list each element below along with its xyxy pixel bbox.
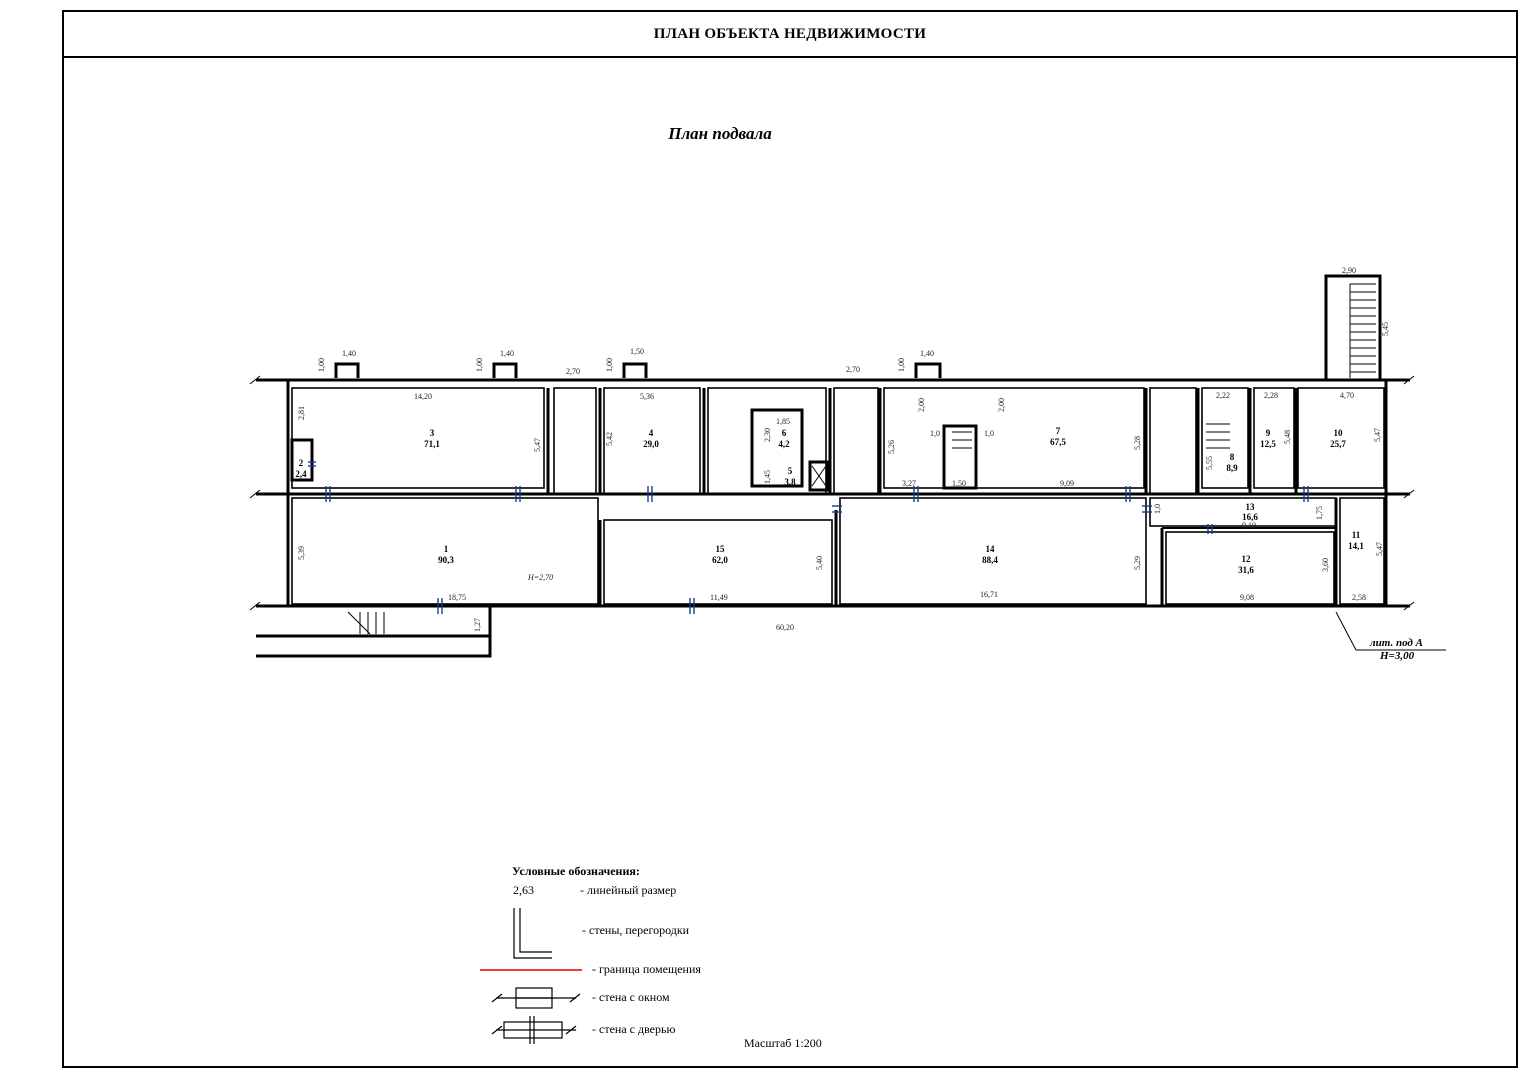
- legend-item-boundary: - граница помещения: [592, 962, 701, 976]
- dimension-label: 2,30: [763, 428, 772, 442]
- dimension-label: 1,00: [475, 358, 484, 372]
- dimension-label: 1,85: [776, 417, 790, 426]
- dimension-label: 2,22: [1216, 391, 1230, 400]
- dimension-label: 11,49: [710, 593, 728, 602]
- page-title: ПЛАН ОБЪЕКТА НЕДВИЖИМОСТИ: [653, 25, 927, 42]
- room-area: 4,2: [778, 439, 790, 449]
- room-area: 71,1: [424, 439, 440, 449]
- dimension-label: 1,75: [1315, 506, 1324, 520]
- legend-item-window-wall: - стена с окном: [592, 990, 670, 1004]
- legend-item-door-wall: - стена с дверью: [592, 1022, 676, 1036]
- dimension-label: 5,48: [1283, 430, 1292, 444]
- dimension-labels: [297, 266, 1390, 632]
- room-label: 13: [1245, 502, 1255, 512]
- dimension-label: 2,28: [1264, 391, 1278, 400]
- dimension-label: 3,27: [902, 479, 916, 488]
- room-label: 9: [1265, 428, 1271, 438]
- room-label: 1: [443, 544, 449, 554]
- dimension-label: 5,47: [533, 438, 542, 452]
- dimension-label: 2,70: [566, 367, 580, 376]
- room-label: 8: [1229, 452, 1235, 462]
- dimension-label: 1,27: [473, 618, 482, 632]
- plan-subtitle: План подвала: [668, 124, 772, 143]
- dimension-label: 5,40: [815, 556, 824, 570]
- room-area: 8,9: [1226, 463, 1238, 473]
- dimension-label: 14,20: [414, 392, 432, 401]
- dimension-label: 1,0: [1153, 504, 1162, 514]
- dimension-label: 1,40: [342, 349, 356, 358]
- dimension-label: 5,26: [887, 440, 896, 454]
- dimension-label: 1,00: [897, 358, 906, 372]
- dimension-label: 1,00: [317, 358, 326, 372]
- scale-label: Масштаб 1:200: [744, 1036, 822, 1050]
- dimension-label: 1,40: [500, 349, 514, 358]
- legend-item-walls: - стены, перегородки: [582, 923, 690, 937]
- dimension-label: 1,50: [630, 347, 644, 356]
- room-area: 31,6: [1238, 565, 1254, 575]
- dimension-label: 60,20: [776, 623, 794, 632]
- dimension-label: 16,71: [980, 590, 998, 599]
- door-wall-symbol: [492, 1016, 576, 1044]
- dimension-label: 5,45: [1381, 322, 1390, 336]
- dimension-label: 1,50: [952, 479, 966, 488]
- dimension-label: 2,00: [997, 398, 1006, 412]
- dimension-label: 9,10: [1242, 521, 1256, 530]
- dimension-label: 2,81: [297, 406, 306, 420]
- room-area: 3,8: [784, 477, 796, 487]
- room-area: 67,5: [1050, 437, 1066, 447]
- room-label: 3: [429, 428, 435, 438]
- dimension-label: 3,60: [1321, 558, 1330, 572]
- dimension-label: 5,55: [1205, 456, 1214, 470]
- room-area: 90,3: [438, 555, 454, 565]
- room-label: 12: [1241, 554, 1251, 564]
- dimension-label: 5,47: [1373, 428, 1382, 442]
- dimension-label: H=2,70: [528, 573, 554, 582]
- room-label: 4: [648, 428, 654, 438]
- dimension-label: 2,70: [846, 365, 860, 374]
- room-label: 7: [1055, 426, 1061, 436]
- room-label: 5: [787, 466, 793, 476]
- room-area: 12,5: [1260, 439, 1276, 449]
- dimension-label: 1,40: [920, 349, 934, 358]
- room-label: 2: [298, 458, 304, 468]
- room-area: 2,4: [295, 469, 307, 479]
- height-label: H=3,00: [1380, 650, 1415, 662]
- room-label: 11: [1351, 530, 1361, 540]
- dimension-label: 5,36: [640, 392, 654, 401]
- room-area: 16,6: [1242, 512, 1258, 522]
- dimension-label: 5,29: [1133, 556, 1142, 570]
- dimension-label: 1,0: [930, 429, 940, 438]
- room-area: 29,0: [643, 439, 659, 449]
- dimension-label: 5,39: [297, 546, 306, 560]
- dimension-label: 5,42: [605, 432, 614, 446]
- dimension-label: 9,09: [1060, 479, 1074, 488]
- dimension-label: 1,00: [605, 358, 614, 372]
- room-label: 6: [781, 428, 787, 438]
- room-area: 25,7: [1330, 439, 1346, 449]
- lit-label: лит. под А: [1370, 637, 1423, 649]
- room-label: 10: [1333, 428, 1343, 438]
- room-label: 14: [985, 544, 995, 554]
- dimension-label: 4,70: [1340, 391, 1354, 400]
- window-wall-symbol: [492, 988, 580, 1008]
- legend-symbols: [480, 908, 582, 1044]
- dimension-label: 2,90: [1342, 266, 1356, 275]
- legend-item-dimension: - линейный размер: [580, 883, 677, 897]
- stair-hatch: [348, 284, 1376, 634]
- room-area: 62,0: [712, 555, 728, 565]
- dimension-label: 5,47: [1375, 542, 1384, 556]
- room-area: 14,1: [1348, 541, 1364, 551]
- room-label: 15: [715, 544, 725, 554]
- dimension-label: 1,45: [763, 470, 772, 484]
- legend-title: Условные обозначения:: [512, 864, 640, 878]
- dimension-label: 2,00: [917, 398, 926, 412]
- door-marks: [308, 462, 1308, 614]
- axis-ticks: [250, 376, 1446, 650]
- dimension-label: 5,28: [1133, 436, 1142, 450]
- legend-sample-value: 2,63: [513, 883, 534, 897]
- room-area: 88,4: [982, 555, 998, 565]
- dimension-label: 1,0: [984, 429, 994, 438]
- dimension-label: 9,08: [1240, 593, 1254, 602]
- dimension-label: 18,75: [448, 593, 466, 602]
- dimension-label: 2,58: [1352, 593, 1366, 602]
- partitions: [292, 388, 1384, 604]
